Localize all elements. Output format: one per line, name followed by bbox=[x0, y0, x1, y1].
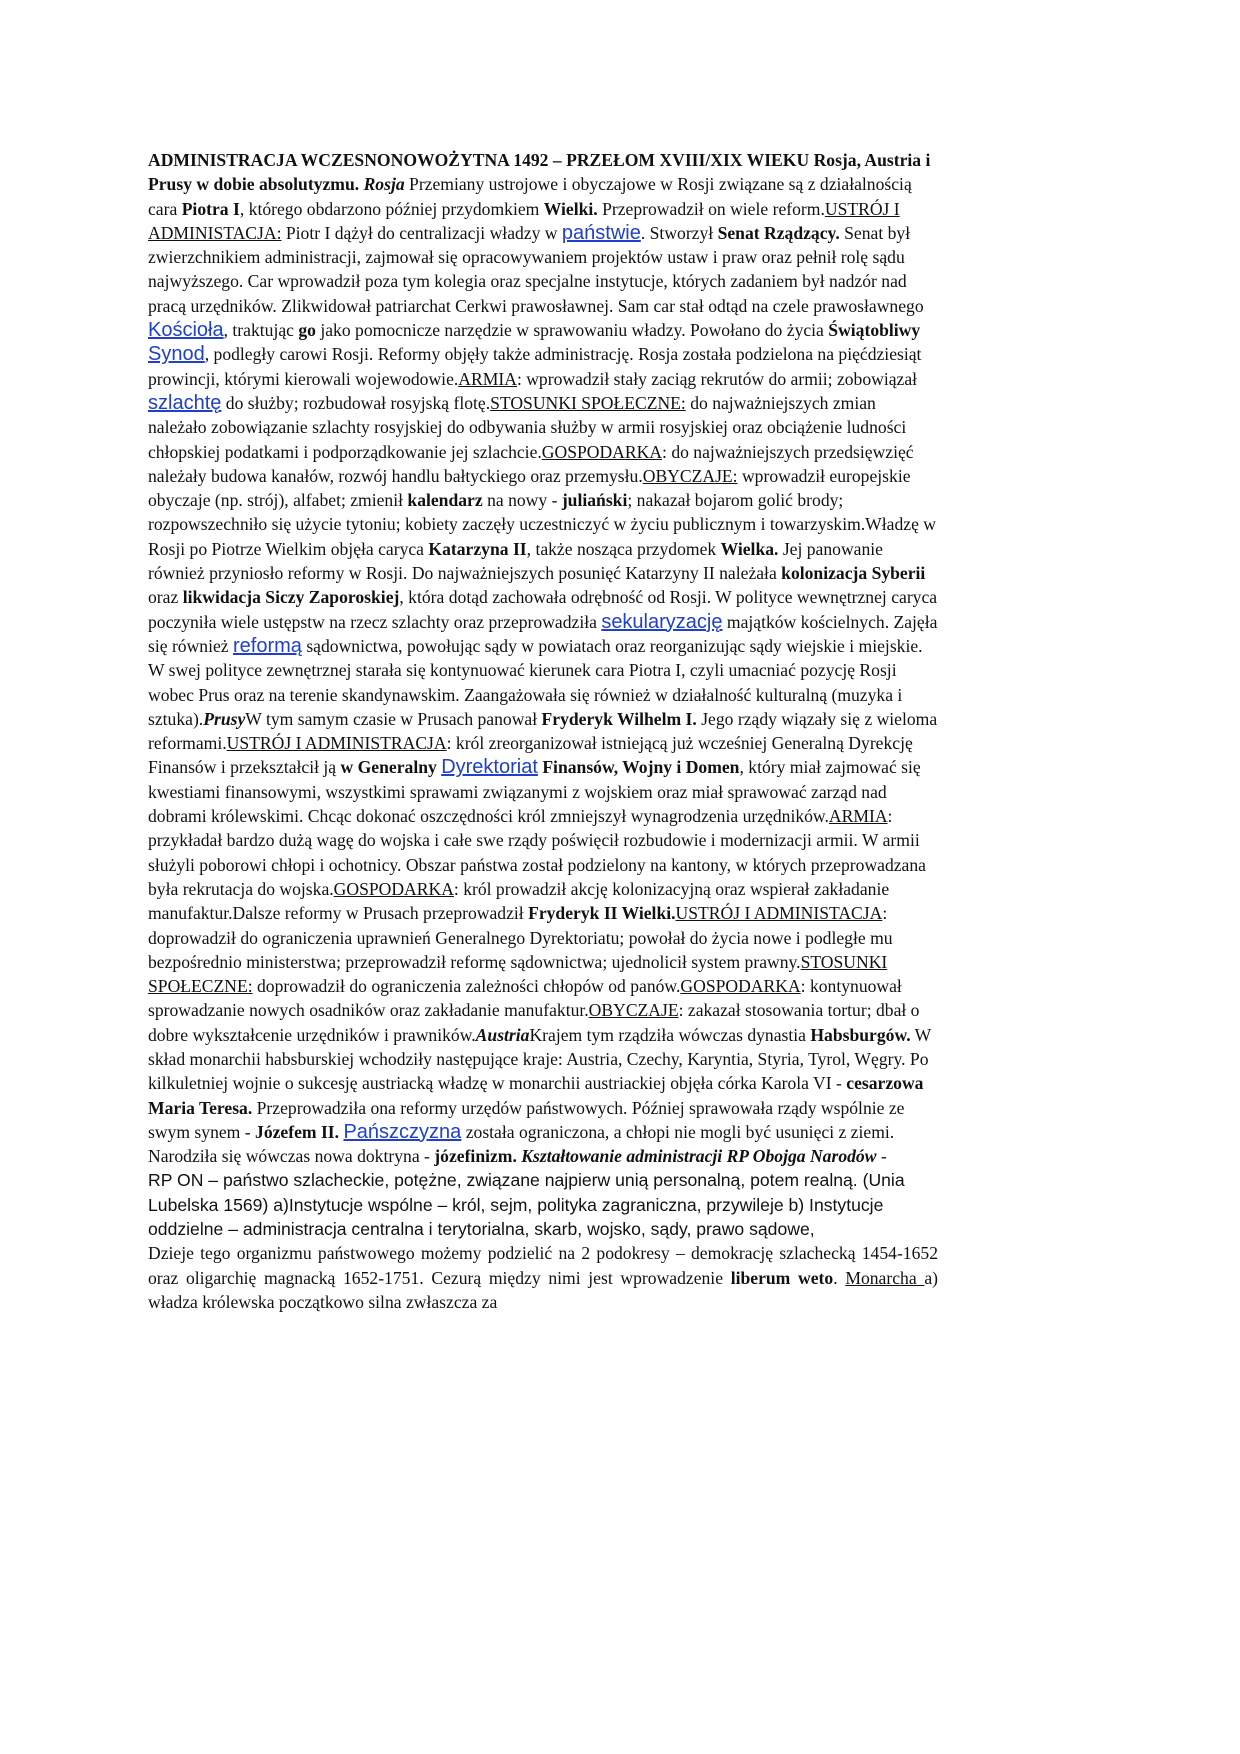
underlined-label: USTRÓJ I ADMINISTRACJA bbox=[226, 733, 447, 754]
text-run: oraz bbox=[148, 587, 183, 608]
hyperlink[interactable]: sekularyzację bbox=[601, 610, 723, 633]
text-run: : kontynuował sprowadzanie nowych osadników oraz zakładanie manufaktur. bbox=[148, 976, 902, 1021]
text-run: została ograniczona, a chłopi nie mogli być usunięci z ziemi. Narodziła się wówczas nowa doktryna - bbox=[148, 1121, 895, 1167]
hyperlink[interactable]: Kościoła bbox=[148, 319, 224, 342]
underlined-label: ARMIA bbox=[828, 806, 888, 827]
bold-text: Piotra I bbox=[181, 198, 240, 219]
bold-text: Senat Rządzący. bbox=[717, 222, 840, 243]
text-run: wprowadził europejskie obyczaje (np. strój), alfabet; zmienił bbox=[148, 465, 911, 511]
bold-text: Wielki. bbox=[543, 198, 598, 219]
text-run: a) władza królewska początkowo silna zwłaszcza za bbox=[148, 1267, 939, 1312]
paragraph-main bbox=[148, 148, 938, 1168]
document-body bbox=[148, 148, 938, 1314]
text-run: Dzieje tego organizmu państwowego możemy podzielić na 2 podokresy – demokrację szlachecką 1454-1652 oraz oligarchię magnacką 1652-1751. Cezurą między nimi jest wprowadzenie bbox=[148, 1243, 938, 1288]
text-run: doprowadził do ograniczenia zależności chłopów od panów. bbox=[252, 976, 681, 997]
bold-text: Świątobliwy bbox=[828, 320, 921, 341]
hyperlink[interactable]: reformą bbox=[233, 634, 302, 657]
bold-text: juliański bbox=[561, 490, 628, 511]
underlined-label: OBYCZAJE bbox=[588, 1000, 679, 1021]
text-run: W tym samym czasie w Prusach panował bbox=[245, 708, 542, 729]
bold-text: likwidacja Siczy Zaporoskiej bbox=[182, 587, 400, 608]
section-heading: Rosja bbox=[363, 174, 405, 195]
text-run: Przemiany ustrojowe i obyczajowe w Rosji związane są z działalnością cara bbox=[148, 174, 912, 219]
text-run: : król zreorganizował istniejącą już wcześniej Generalną Dyrekcję Finansów i przekształcił ją bbox=[148, 733, 913, 778]
underlined-label: ARMIA bbox=[458, 368, 517, 389]
text-run: , który miał zajmować się kwestiami finansowymi, wszystkimi sprawami związanymi z wojskiem oraz miał sprawować zarząd nad dobrami królewskimi. Chcąc dokonać oszczędności król zmniejszył wynagrodzenia urzędników. bbox=[148, 757, 921, 827]
bold-text: Katarzyna II bbox=[428, 538, 527, 559]
text-run: Senat był zwierzchnikiem administracji, zajmował się opracowywaniem projektów ustaw i praw oraz pełnił rolę sądu najwyższego. Car wprowadził poza tym kolegia oraz specjalne instytucje, których zadaniem był nadzór nad pracą urzędników. Zlikwidował patriarchat Cerkwi prawosławnej. Sam car stał odtąd na czele prawosławnego bbox=[148, 222, 924, 316]
underlined-label: USTRÓJ I ADMINISTACJA: bbox=[148, 198, 900, 243]
section-heading: Kształtowanie administracji RP Obojga Narodów bbox=[521, 1146, 877, 1167]
hyperlink[interactable]: szlachtę bbox=[148, 391, 222, 414]
bold-text: cesarzowa Maria Teresa. bbox=[148, 1073, 924, 1118]
text-run: Jej panowanie również przyniosło reformy w Rosji. Do najważniejszych posunięć Katarzyny II należała bbox=[148, 538, 883, 584]
bold-text: Fryderyk II Wielki. bbox=[528, 903, 676, 924]
text-run: : do najważniejszych przedsięwzięć należały budowa kanałów, rozwój handlu bałtyckiego oraz przemysłu. bbox=[148, 441, 914, 486]
bold-text: Finansów, Wojny i Domen bbox=[542, 757, 740, 778]
bold-text: w Generalny bbox=[340, 757, 437, 778]
bold-text: józefinizm. bbox=[434, 1146, 517, 1167]
text-run: : przykładał bardzo dużą wagę do wojska i całe swe rządy poświęcił rozbudowie i modernizacji armii. W armii służyli poborowi chłopi i ochotnicy. Obszar państwa został podzielony na kantony, w których przeprowadzana była rekrutacja do wojska. bbox=[148, 806, 926, 899]
text-run: , która dotąd zachowała odrębność od Rosji. W polityce wewnętrznej caryca poczyniła wiele ustępstw na rzecz szlachty oraz przeprowadziła bbox=[148, 587, 938, 632]
bold-text: liberum weto bbox=[730, 1267, 834, 1288]
text-run: do najważniejszych zmian należało zobowiązanie szlachty rosyjskiej do odbywania służby w armii rosyjskiej oraz obciążenie ludności chłopskiej podatkami i podporządkowanie jej szlachcie. bbox=[148, 392, 907, 462]
underlined-label: USTRÓJ I ADMINISTACJA bbox=[675, 903, 883, 924]
text-run: , podległy carowi Rosji. Reformy objęły także administrację. Rosja została podzielona na pięćdziesiąt prowincji, którymi kierowali wojewodowie. bbox=[148, 344, 922, 389]
bold-text: kolonizacja Syberii bbox=[781, 563, 926, 584]
text-run: na nowy - bbox=[482, 490, 562, 511]
text-run: Piotr I dążył do centralizacji władzy w bbox=[281, 222, 562, 243]
text-run: , którego obdarzono później przydomkiem bbox=[239, 198, 544, 219]
text-run: - bbox=[876, 1146, 887, 1167]
hyperlink[interactable]: Pańszczyzna bbox=[343, 1120, 462, 1143]
bold-text: Fryderyk Wilhelm I. bbox=[541, 708, 697, 729]
text-run: . bbox=[833, 1267, 846, 1288]
text-run: ; nakazał bojarom golić brody; rozpowszechniło się użycie tytoniu; kobiety zaczęły uczestniczyć w życiu publicznym i towarzyskim.Władzę w Rosji po Piotrze Wielkim objęła caryca bbox=[148, 490, 937, 559]
hyperlink[interactable]: państwie bbox=[561, 221, 641, 244]
text-run: Jego rządy wiązały się z wieloma reformami. bbox=[148, 708, 938, 754]
section-heading: Austria bbox=[475, 1024, 530, 1045]
underlined-label: Monarcha bbox=[845, 1267, 925, 1288]
bold-text: Wielka. bbox=[720, 538, 779, 559]
underlined-label: STOSUNKI SPOŁECZNE: bbox=[490, 392, 686, 413]
text-run: , traktując bbox=[223, 320, 299, 341]
text-run: . Stworzył bbox=[640, 222, 718, 243]
text-run: : wprowadził stały zaciąg rekrutów do armii; zobowiązał bbox=[516, 368, 918, 389]
bold-text: Józefem II. bbox=[255, 1121, 340, 1142]
paragraph-dzieje bbox=[148, 1241, 938, 1314]
paragraph-rp-on bbox=[148, 1168, 938, 1241]
text-run: Krajem tym rządziła wówczas dynastia bbox=[529, 1024, 811, 1045]
text-run: majątków kościelnych. Zajęła się również bbox=[148, 611, 938, 656]
bold-text: kalendarz bbox=[407, 490, 483, 511]
text-run: RP ON – państwo szlacheckie, potężne, związane najpierw unią personalną, potem realną. (Unia Lubelska 1569) a)Instytucje wspólne – król, sejm, polityka zagraniczna, przywileje b) Instytucje oddzielne – administracja centralna i terytorialna, skarb, wojsko, sądy, prawo sądowe, bbox=[148, 1170, 905, 1240]
bold-text: go bbox=[298, 320, 316, 341]
text-run: W skład monarchii habsburskiej wchodziły następujące kraje: Austria, Czechy, Karyntia, Styria, Tyrol, Węgry. Po kilkuletniej wojnie o sukcesję austriacką władzę w monarchii austriackiej objęła córka Karola VI - bbox=[148, 1024, 931, 1094]
hyperlink[interactable]: Synod bbox=[148, 343, 205, 366]
underlined-label: GOSPODARKA bbox=[680, 976, 801, 997]
underlined-label: STOSUNKI SPOŁECZNE: bbox=[148, 951, 888, 997]
text-run: Przeprowadziła ona reformy urzędów państwowych. Później sprawowała rządy wspólnie ze swym synem - bbox=[148, 1097, 905, 1142]
text-run: jako pomocnicze narzędzie w sprawowaniu władzy. Powołano do życia bbox=[315, 320, 829, 341]
hyperlink[interactable]: Dyrektoriat bbox=[441, 756, 538, 779]
text-run: sądownictwa, powołując sądy w powiatach oraz reorganizując sądy wiejskie i miejskie. W swej polityce zewnętrznej starała się kontynuować kierunek cara Piotra I, czyli umacniać pozycję Rosji wobec Prus oraz na terenie skandynawskim. Zaangażowała się również w działalność kulturalną (muzyka i sztuka). bbox=[148, 635, 923, 729]
text-run: : doprowadził do ograniczenia uprawnień Generalnego Dyrektoriatu; powołał do życia nowe i podległe mu bezpośrednio ministerstwa; przeprowadził reformę sądownictwa; ujednolicił system prawny. bbox=[148, 903, 893, 972]
underlined-label: GOSPODARKA bbox=[333, 878, 454, 899]
bold-text: ADMINISTRACJA WCZESNONOWOŻYTNA 1492 – PRZEŁOM XVIII/XIX WIEKU Rosja, Austria i Prusy w dobie absolutyzmu. bbox=[148, 150, 931, 195]
text-run: : zakazał stosowania tortur; dbał o dobre wykształcenie urzędników i prawników. bbox=[148, 1000, 920, 1045]
underlined-label: GOSPODARKA bbox=[541, 441, 663, 462]
underlined-label: OBYCZAJE: bbox=[642, 465, 738, 486]
section-heading: Prusy bbox=[203, 708, 246, 729]
text-run: do służby; rozbudował rosyjską flotę. bbox=[221, 392, 491, 413]
text-run: : król prowadził akcję kolonizacyjną oraz wspierał zakładanie manufaktur.Dalsze reformy w Prusach przeprowadził bbox=[148, 878, 890, 924]
bold-text: Habsburgów. bbox=[810, 1024, 911, 1045]
text-run: Przeprowadził on wiele reform. bbox=[597, 198, 825, 219]
text-run: , także nosząca przydomek bbox=[526, 538, 721, 559]
